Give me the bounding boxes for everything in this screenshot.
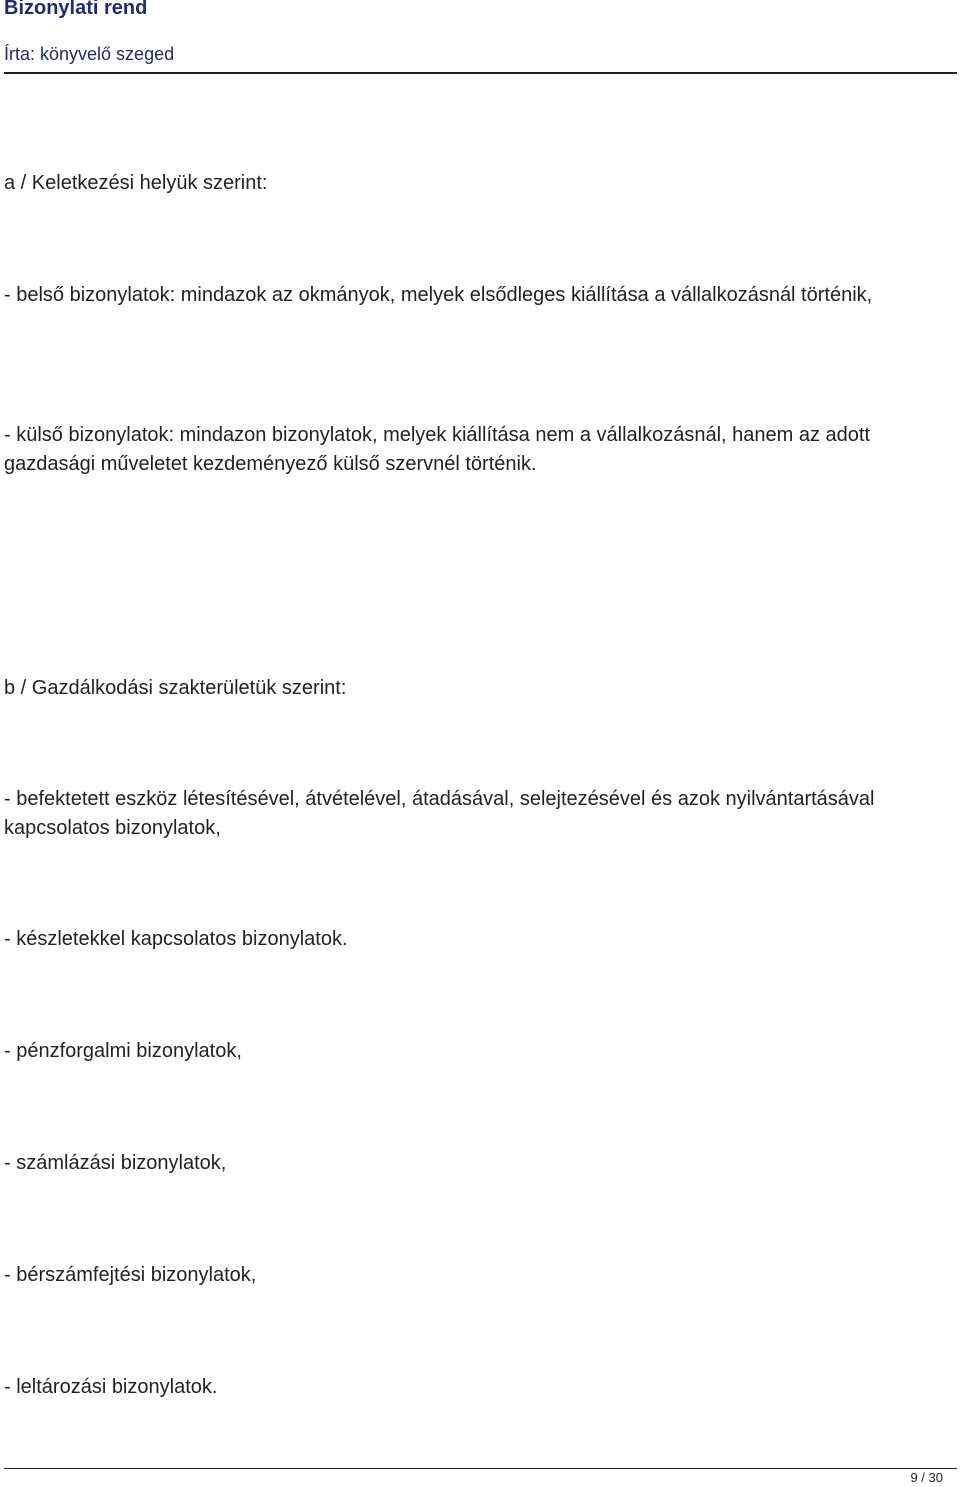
list-item: - pénzforgalmi bizonylatok, bbox=[4, 1040, 242, 1062]
section-heading-a: a / Keletkezési helyük szerint: bbox=[4, 172, 268, 194]
list-item: - belső bizonylatok: mindazok az okmányok, melyek elsődleges kiállítása a vállalkozásnál történik, bbox=[4, 284, 873, 306]
list-item: - számlázási bizonylatok, bbox=[4, 1152, 227, 1174]
document-author: Írta: könyvelő szeged bbox=[4, 44, 175, 64]
header-divider bbox=[4, 72, 957, 74]
list-item: - befektetett eszköz létesítésével, átvételével, átadásával, selejtezésével és azok nyilvántartásával kapcsolatos bizonylatok, bbox=[4, 788, 875, 839]
document-title: Bizonylati rend bbox=[4, 0, 148, 19]
list-item: - leltározási bizonylatok. bbox=[4, 1376, 218, 1398]
footer-divider bbox=[4, 1468, 957, 1469]
page-number: 9 / 30 bbox=[910, 1470, 943, 1485]
section-heading-b: b / Gazdálkodási szakterületük szerint: bbox=[4, 677, 347, 699]
list-item: - bérszámfejtési bizonylatok, bbox=[4, 1264, 257, 1286]
list-item: - külső bizonylatok: mindazon bizonylatok, melyek kiállítása nem a vállalkozásnál, hanem az adott gazdasági műveletet kezdeményező külső szervnél történik. bbox=[4, 424, 870, 475]
list-item: - készletekkel kapcsolatos bizonylatok. bbox=[4, 928, 348, 950]
